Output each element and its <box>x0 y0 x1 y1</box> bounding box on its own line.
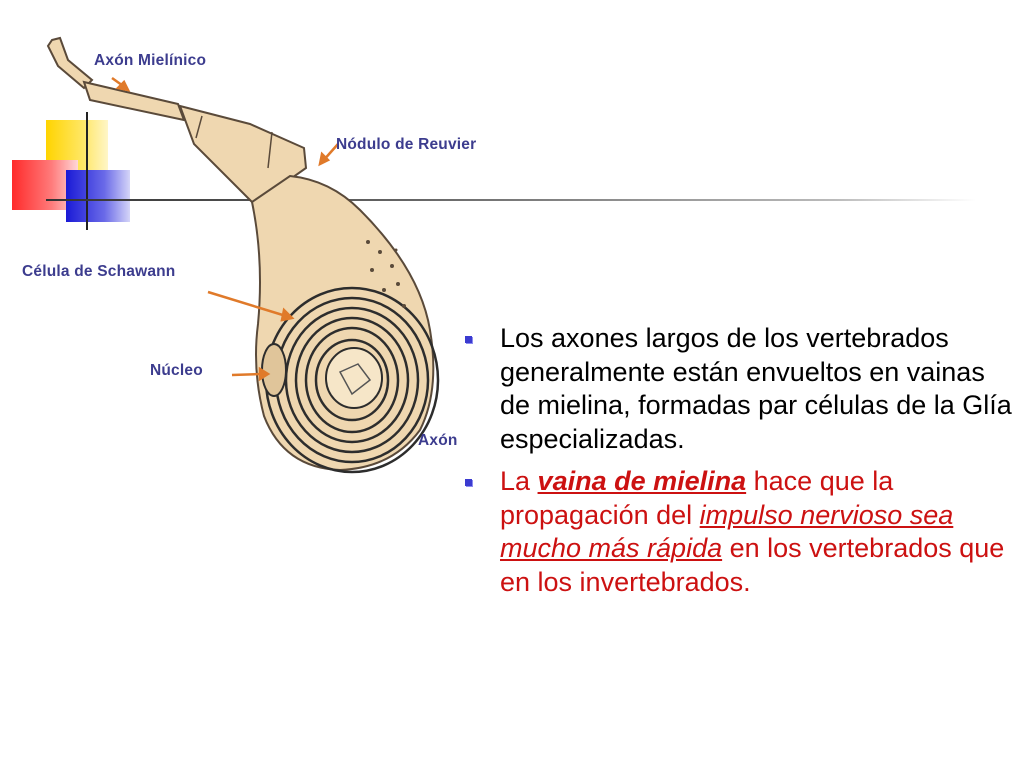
bullet-square-icon <box>465 336 472 343</box>
bullet-item-2 <box>464 465 1014 599</box>
bullet-list <box>464 322 1014 608</box>
myelinated-axon-diagram <box>0 20 480 540</box>
bullet-text-2-vaina: vaina de mielina <box>537 466 747 496</box>
bullet-text-2-part-1: La <box>500 466 538 496</box>
bullet-item-1 <box>464 322 1014 456</box>
axon-core <box>326 348 382 408</box>
label-celula-schawann: Célula de Schawann <box>22 263 176 280</box>
label-nodulo-reuvier: Nódulo de Reuvier <box>336 136 477 153</box>
axon-segment-1 <box>84 82 184 120</box>
bullet-text-2-impulso: impulso nervioso sea mucho más rápida <box>500 499 954 563</box>
label-axon-mielinico: Axón Mielínico <box>94 52 207 69</box>
axon-tip <box>48 38 92 88</box>
bullet-text-2-part-5: en los vertebrados que en los invertebrados. <box>500 533 1005 597</box>
label-axon: Axón <box>418 432 458 449</box>
bullet-text-2-part-3: hace que la propagación del <box>500 466 894 530</box>
schwann-nucleus <box>262 344 286 396</box>
label-nucleo: Núcleo <box>150 362 203 379</box>
bullet-text-1: Los axones largos de los vertebrados generalmente están envueltos en vainas de mielina, formadas par células de la Glía especializadas. <box>500 323 1012 454</box>
bullet-square-icon <box>465 479 472 486</box>
